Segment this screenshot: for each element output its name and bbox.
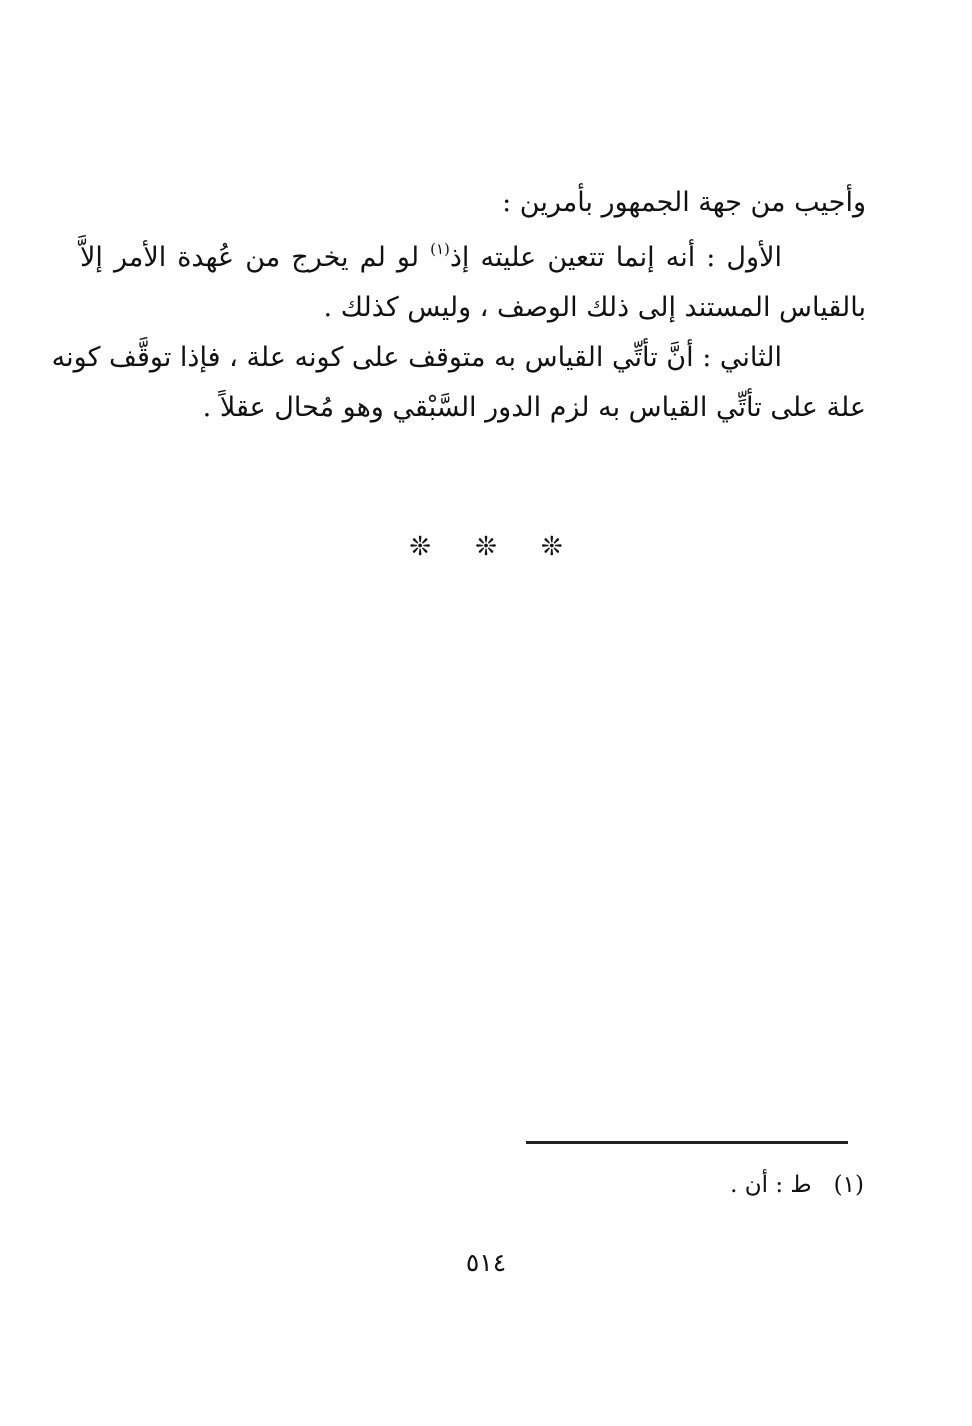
paragraph-second-line-1: الثاني : أنَّ تأتِّي القياس به متوقف على كونه علة ، فإذا توقَّف كونه	[51, 342, 782, 373]
footnote-divider	[526, 1141, 848, 1144]
paragraph-first-line-1	[80, 233, 866, 283]
section-separator	[0, 532, 972, 562]
paragraph-first-line-1-end: لو لم يخرج من عُهدة الأمر إلاَّ	[80, 242, 431, 273]
separator-star-icon: ❊	[475, 532, 497, 562]
paragraph-first-answer	[80, 233, 866, 333]
paragraph-first-line-1-start: الأول : أنه إنما تتعين عليته إذ	[449, 242, 782, 273]
paragraph-first-line-2: بالقياس المستند إلى ذلك الوصف ، وليس كذلك .	[323, 292, 866, 323]
footnote	[730, 1172, 864, 1198]
footnote-number: (١)	[833, 1172, 864, 1198]
paragraph-second-line-2: علة على تأتِّي القياس به لزم الدور السَّبْقي وهو مُحال عقلاً .	[202, 392, 866, 423]
paragraph-second-answer	[51, 333, 866, 433]
paragraph-intro-line: وأجيب من جهة الجمهور بأمرين :	[502, 187, 866, 218]
separator-star-icon: ❊	[540, 532, 563, 562]
footnote-reference: (١)	[430, 240, 450, 258]
separator-star-icon: ❊	[409, 532, 432, 562]
paragraph-intro	[80, 178, 866, 228]
footnote-text: ط : أن .	[730, 1172, 812, 1198]
page-number: ٥١٤	[465, 1248, 507, 1277]
